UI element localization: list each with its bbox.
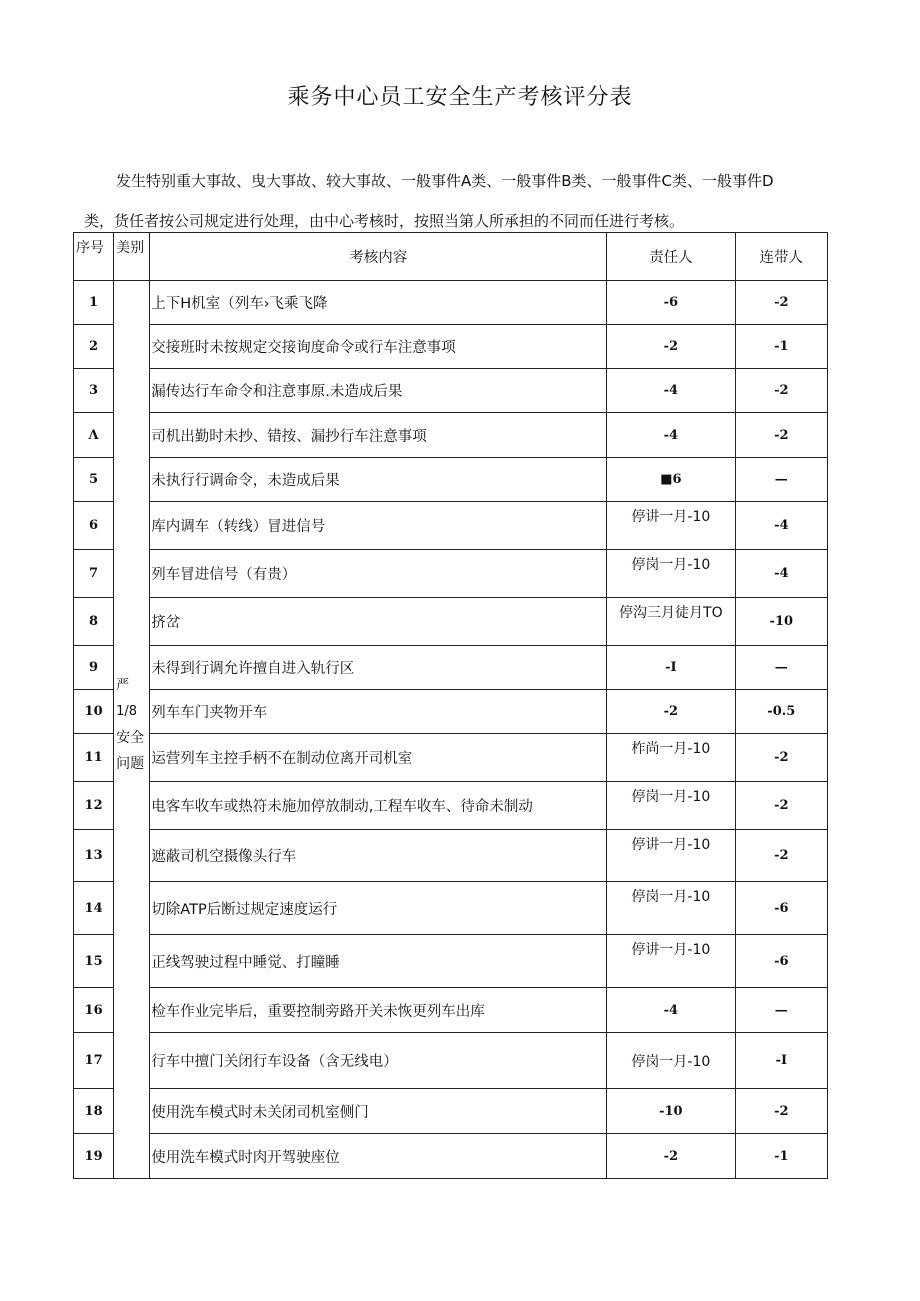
joint-score: — <box>735 458 827 502</box>
responsible-score: -I <box>607 646 736 690</box>
responsible-score: 柞尚一月-10 <box>607 734 736 782</box>
assessment-content: 正线驾驶过程中睡觉、打瞳睡 <box>150 935 607 988</box>
table-row <box>74 325 828 369</box>
assessment-content: 挤岔 <box>150 598 607 646</box>
category-mark: 严 <box>116 678 130 693</box>
joint-score: -2 <box>735 1089 827 1134</box>
assessment-content: 列车冒进信号（有贵） <box>150 550 607 598</box>
category-label <box>116 673 144 777</box>
category-mark: 问题 <box>116 756 145 772</box>
joint-score: — <box>735 646 827 690</box>
responsible-score: 停讲一月-10 <box>607 830 736 882</box>
row-number: Λ <box>74 413 114 458</box>
row-number: 12 <box>74 782 114 830</box>
row-number: 14 <box>74 882 114 935</box>
assessment-content: 未得到行调允许擅自进入轨行区 <box>150 646 607 690</box>
joint-score: -2 <box>735 830 827 882</box>
table-row <box>74 413 828 458</box>
category-mark: 安全 <box>116 730 145 746</box>
row-number: 8 <box>74 598 114 646</box>
row-number: 3 <box>74 369 114 413</box>
table-row <box>74 988 828 1033</box>
assessment-content: 电客车收车或热符未施加停放制动,工程车收车、待命未制动 <box>150 782 607 830</box>
assessment-content: 行车中擅门关闭行车设备（含无线电） <box>150 1033 607 1089</box>
assessment-content: 未执行行调命令，未造成后果 <box>150 458 607 502</box>
table-row <box>74 1089 828 1134</box>
intro-line-2: 类，货任者按公司规定进行处理，由中心考核时，按照当第人所承担的不同而任进行考核。 <box>84 212 685 230</box>
assessment-content: 漏传达行车命令和注意事原.未造成后果 <box>150 369 607 413</box>
assessment-content: 检车作业完毕后，重要控制旁路开关未恢更列车出库 <box>150 988 607 1033</box>
assessment-content: 使用洗车模式时肉开驾驶座位 <box>150 1134 607 1179</box>
joint-score: -4 <box>735 550 827 598</box>
assessment-content: 列车车门夹物开车 <box>150 690 607 734</box>
joint-score: -2 <box>735 734 827 782</box>
assessment-content: 使用洗车模式时未关闭司机室侧门 <box>150 1089 607 1134</box>
row-number: 15 <box>74 935 114 988</box>
header-content: 考核内容 <box>150 233 607 281</box>
responsible-score: 停沟三月徒月TO <box>607 598 736 646</box>
header-responsible: 责任人 <box>607 233 736 281</box>
joint-score: -6 <box>735 882 827 935</box>
responsible-score: -2 <box>607 1134 736 1179</box>
responsible-score: -6 <box>607 281 736 325</box>
joint-score: -0.5 <box>735 690 827 734</box>
row-number: 19 <box>74 1134 114 1179</box>
assessment-content: 切除ATP后断过规定速度运行 <box>150 882 607 935</box>
joint-score: -1 <box>735 325 827 369</box>
row-number: 16 <box>74 988 114 1033</box>
table-row <box>74 646 828 690</box>
header-category: 美别 <box>114 233 150 281</box>
table-row <box>74 1134 828 1179</box>
table-row <box>74 502 828 550</box>
responsible-score: 停岗一月-10 <box>607 1033 736 1089</box>
table-header-row <box>74 233 828 281</box>
responsible-score: 停讲一月-10 <box>607 935 736 988</box>
assessment-content: 遮蔽司机空摄像头行车 <box>150 830 607 882</box>
table-row <box>74 882 828 935</box>
joint-score: -2 <box>735 413 827 458</box>
responsible-score: -2 <box>607 690 736 734</box>
header-no: 序号 <box>74 233 114 281</box>
joint-score: -2 <box>735 782 827 830</box>
assessment-content: 库内调车（转线）冒进信号 <box>150 502 607 550</box>
joint-score: — <box>735 988 827 1033</box>
joint-score: -1 <box>735 1134 827 1179</box>
joint-score: -6 <box>735 935 827 988</box>
row-number: 1 <box>74 281 114 325</box>
responsible-score: 停岗一月-10 <box>607 882 736 935</box>
assessment-content: 上下H机室（列车›飞乘飞降 <box>150 281 607 325</box>
row-number: 9 <box>74 646 114 690</box>
row-number: 11 <box>74 734 114 782</box>
table-row <box>74 550 828 598</box>
responsible-score: -4 <box>607 988 736 1033</box>
joint-score: -4 <box>735 502 827 550</box>
row-number: 13 <box>74 830 114 882</box>
responsible-score: -4 <box>607 413 736 458</box>
joint-score: -2 <box>735 281 827 325</box>
table-row <box>74 935 828 988</box>
joint-score: -I <box>735 1033 827 1089</box>
row-number: 17 <box>74 1033 114 1089</box>
responsible-score: -2 <box>607 325 736 369</box>
assessment-table <box>73 232 828 1179</box>
header-joint: 连带人 <box>735 233 827 281</box>
responsible-score: -4 <box>607 369 736 413</box>
joint-score: -10 <box>735 598 827 646</box>
row-number: 2 <box>74 325 114 369</box>
page-title: 乘务中心员工安全生产考核评分表 <box>287 85 633 110</box>
table-row <box>74 690 828 734</box>
intro-line-1: 发生特别重大事故、曳大事故、较大事故、一般事件A类、一般事件B类、一般事件C类、一般事件D <box>116 172 774 190</box>
table-row <box>74 782 828 830</box>
category-cell <box>114 281 150 1179</box>
table-row <box>74 598 828 646</box>
row-number: 18 <box>74 1089 114 1134</box>
responsible-score: ■6 <box>607 458 736 502</box>
table-row <box>74 830 828 882</box>
row-number: 5 <box>74 458 114 502</box>
assessment-content: 司机出勤时未抄、错按、漏抄行车注意事项 <box>150 413 607 458</box>
responsible-score: 停岗一月-10 <box>607 550 736 598</box>
row-number: 7 <box>74 550 114 598</box>
joint-score: -2 <box>735 369 827 413</box>
table-row <box>74 369 828 413</box>
assessment-content: 运营列车主控手柄不在制动位离开司机室 <box>150 734 607 782</box>
row-number: 10 <box>74 690 114 734</box>
responsible-score: 停讲一月-10 <box>607 502 736 550</box>
table-row <box>74 281 828 325</box>
responsible-score: 停岗一月-10 <box>607 782 736 830</box>
table-row <box>74 1033 828 1089</box>
responsible-score: -10 <box>607 1089 736 1134</box>
assessment-content: 交接班时未按规定交接询度命令或行车注意事项 <box>150 325 607 369</box>
table-row <box>74 458 828 502</box>
table-row <box>74 734 828 782</box>
category-mark: 1/8 <box>116 704 138 719</box>
row-number: 6 <box>74 502 114 550</box>
